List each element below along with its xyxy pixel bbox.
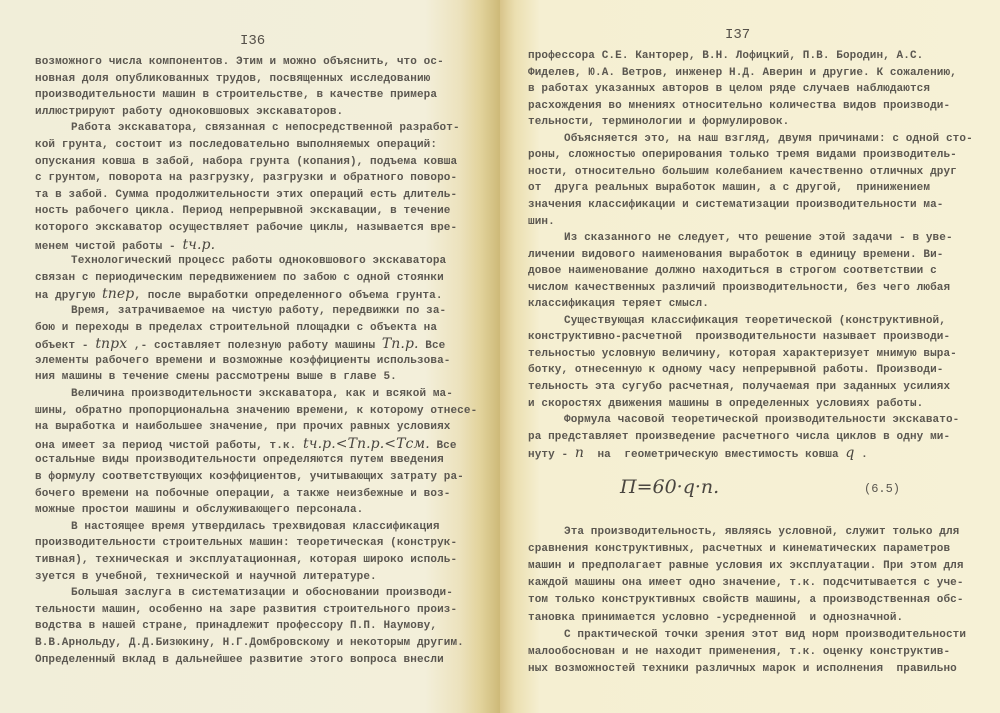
text-line: производительности машин в строительстве, в качестве примера xyxy=(35,89,438,101)
text-segment: ,- составляет полезную работу машины xyxy=(127,340,382,352)
text-line: тельности, терминологии и формулировок. xyxy=(528,116,790,128)
text-line: элементы рабочего времени и возможные коэффициенты использова- xyxy=(35,355,451,367)
text-line: ра представляет произведение расчетного числа циклов в одну ми- xyxy=(528,431,951,443)
text-segment: Все xyxy=(418,340,446,352)
text-line: Время, затрачиваемое на чистую работу, передвижки по за- xyxy=(71,305,447,317)
text-line xyxy=(528,445,868,463)
text-line: ботку, отнесенную к одному часу непрерывной работы. Производи- xyxy=(528,364,944,376)
text-line: довое наименование должно находиться в строгом соответствии с xyxy=(528,265,937,277)
text-segment: менем чистой работы - xyxy=(35,241,183,253)
text-line xyxy=(35,286,443,304)
text-line: ных возможностей техники различных марок и исполнения правильно xyxy=(528,663,957,675)
text-line: тельность эта сугубо расчетная, получаемая при заданных усилиях xyxy=(528,381,951,393)
text-line: ность рабочего цикла. Период непрерывной экскавации, в течение xyxy=(35,205,451,217)
text-line: Определенный вклад в дальнейшее развитие этого вопроса внесли xyxy=(35,654,444,666)
text-segment: , после выработки определенного объема грунта. xyxy=(134,290,443,302)
text-line: тельностью условную величину, которая характеризует мнимую выра- xyxy=(528,348,957,360)
handwritten-symbol: tпрх xyxy=(95,336,128,352)
text-line: сравнения конструктивных, расчетных и кинематических параметров xyxy=(528,543,951,555)
text-line: можные простои машины и обслуживающего персонала. xyxy=(35,504,364,516)
text-line: опускания ковша в забой, набора грунта (копания), подъема ковша xyxy=(35,156,458,168)
text-line: машин и предполагает равные условия их эксплуатации. При этом для xyxy=(528,560,964,572)
text-line: в формулу соответствующих коэффициентов, учитывающих затрату ра- xyxy=(35,471,464,483)
text-segment: нуту - xyxy=(528,449,575,461)
text-segment: на геометрическую вместимость ковша xyxy=(584,449,846,461)
text-line: водства в нашей стране, принадлежит профессору П.П. Наумову, xyxy=(35,620,438,632)
text-line: остальные виды производительности определяются путем введения xyxy=(35,454,444,466)
text-line: классификация теряет смысл. xyxy=(528,298,709,310)
text-line: от друга реальных выработок машин, а с другой, принижением xyxy=(528,182,931,194)
handwritten-symbol: Тп.р. xyxy=(381,336,419,352)
text-line: и скоростях движения машины в определенных условиях работы. xyxy=(528,398,924,410)
text-line: Из сказанного не следует, что решение этой задачи - в уве- xyxy=(564,232,953,244)
text-line: В настоящее время утвердилась трехвидовая классификация xyxy=(71,521,440,533)
formula: П=60·q·n. xyxy=(620,476,720,498)
text-line: возможного числа компонентов. Этим и можно объяснить, что ос- xyxy=(35,56,444,68)
handwritten-symbol: tч.р.<Тп.р.<Тсм. xyxy=(303,436,430,452)
text-line: тановка принимается условно -усредненной и однозначной. xyxy=(528,612,904,624)
text-line: В.В.Арнольду, Д.Д.Бизюкину, Н.Г.Домбровскому и некоторым другим. xyxy=(35,637,464,649)
text-line: тивная), техническая и эксплуатационная, которая широко исполь- xyxy=(35,554,458,566)
text-line: Работа экскаватора, связанная с непосредственной разработ- xyxy=(71,122,460,134)
text-line: профессора С.Е. Канторер, В.Н. Лофицкий, П.В. Бородин, А.С. xyxy=(528,50,924,62)
text-segment: на другую xyxy=(35,290,103,302)
text-line: личении видового наименования выработок в единицу времени. Ви- xyxy=(528,249,944,261)
text-line: Формула часовой теоретической производительности экскавато- xyxy=(564,414,960,426)
text-line: ния машины в течение смены рассмотрены выше в главе 5. xyxy=(35,371,397,383)
text-line: иллюстрируют работу одноковшовых экскаваторов. xyxy=(35,106,344,118)
text-segment: объект - xyxy=(35,340,96,352)
text-line: Технологический процесс работы одноковшового экскаватора xyxy=(71,255,447,267)
text-line: числом качественных различий производительности, без чего любая xyxy=(528,282,951,294)
text-line: Существующая классификация теоретической (конструктивной, xyxy=(564,315,946,327)
text-line: конструктивно-расчетной производительности называет производи- xyxy=(528,331,951,343)
text-line: на выработка и наибольшее значение, при прочих равных условиях xyxy=(35,421,451,433)
text-line: тельности машин, особенно на заре развития строительного произ- xyxy=(35,604,458,616)
text-line: шины, обратно пропорциональна значению времени, к которому отнесе- xyxy=(35,405,478,417)
handwritten-symbol: q xyxy=(845,445,855,461)
text-line: бою и переходы в пределах строительной площадки с объекта на xyxy=(35,322,438,334)
page-number: I36 xyxy=(240,33,266,49)
handwritten-symbol: tпер xyxy=(102,286,135,302)
text-line: Эта производительность, являясь условной, служит только для xyxy=(564,526,960,538)
text-segment: она имеет за период чистой работы, т.к. xyxy=(35,440,304,452)
text-line xyxy=(35,336,445,354)
text-line: Большая заслуга в систематизации и обосновании производи- xyxy=(71,587,453,599)
text-line: значения классификации и систематизации производительности ма- xyxy=(528,199,944,211)
handwritten-symbol: n xyxy=(574,445,585,461)
text-line: роны, сложностью оперирования только тремя видами производитель- xyxy=(528,149,957,161)
text-line: шин. xyxy=(528,216,555,228)
text-line: каждой машины она имеет одно значение, т.к. подсчитывается с уче- xyxy=(528,577,964,589)
handwritten-symbol: tч.р. xyxy=(182,237,216,253)
text-line: новная доля опубликованных трудов, посвященных исследованию xyxy=(35,73,431,85)
equation-number: (6.5) xyxy=(864,482,901,496)
text-line: бочего времени на побочные операции, а также неизбежные и воз- xyxy=(35,488,451,500)
text-line: Фиделев, Ю.А. Ветров, инженер Н.Д. Аверин и другие. К сожалению, xyxy=(528,67,957,79)
text-line: С практической точки зрения этот вид норм производительности xyxy=(564,629,967,641)
text-line: производительности строительных машин: теоретическая (конструк- xyxy=(35,537,458,549)
text-segment: . xyxy=(854,449,868,461)
text-line: Величина производительности экскаватора, как и всякой ма- xyxy=(71,388,453,400)
text-line: кой грунта, состоит из последовательно выполняемых операций: xyxy=(35,139,438,151)
text-line: том только конструктивных свойств машины, а производственная обс- xyxy=(528,594,964,606)
text-line: ности, относительно большим колебанием качественно отличных друг xyxy=(528,166,957,178)
page-number: I37 xyxy=(725,27,751,43)
text-line: малообоснован и не находит применения, т.к. оценку конструктив- xyxy=(528,646,951,658)
text-line: та в забой. Сумма продолжительности этих операций есть длитель- xyxy=(35,189,458,201)
text-segment: Все xyxy=(429,440,457,452)
text-line: Объясняется это, на наш взгляд, двумя причинами: с одной сто- xyxy=(564,133,973,145)
text-line: в работах указанных авторов в целом ряде случаев наблюдаются xyxy=(528,83,931,95)
right-page xyxy=(500,0,1000,713)
text-line: с грунтом, поворота на разгрузку, разгрузки и обратного поворо- xyxy=(35,172,458,184)
text-line: которого экскаватор осуществляет рабочие циклы, называется вре- xyxy=(35,222,458,234)
text-line: связан с периодическим передвижением по забою с одной стоянки xyxy=(35,272,444,284)
text-line: зуется в учебной, технической и научной литературе. xyxy=(35,571,377,583)
text-line: расхождения во мнениях относительно количества видов производи- xyxy=(528,100,951,112)
